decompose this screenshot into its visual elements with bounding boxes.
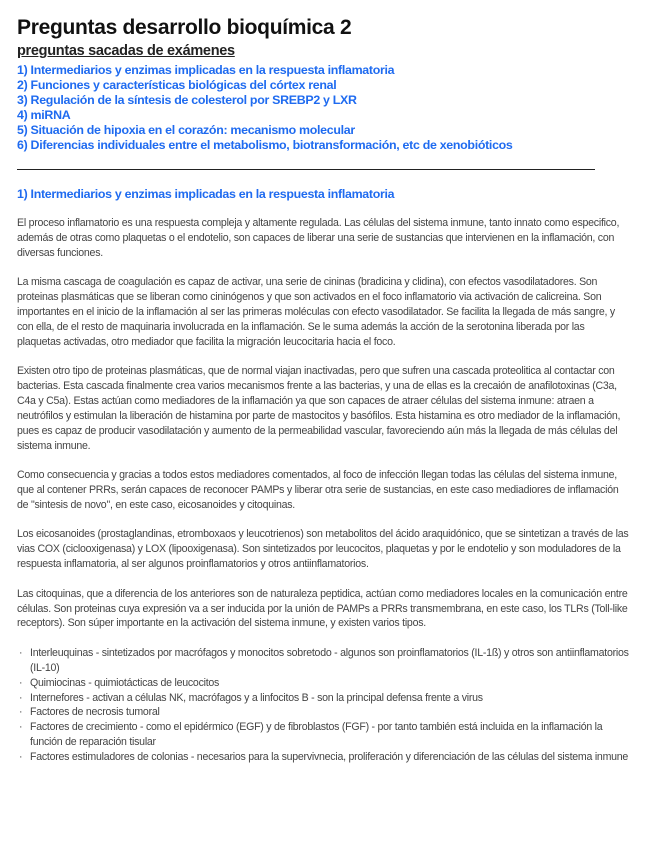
toc-link[interactable]: 3) Regulación de la síntesis de colesterol por SREBP2 y LXR <box>17 93 357 107</box>
bullet-icon: · <box>19 646 23 659</box>
paragraph: Existen otro tipo de proteinas plasmáticas, que de normal viajan inactivadas, pero que sufren una cascada proteolitica al contactar con bacterias. Esta cascada finalmente crea varios mecanismos frente a las bacterias, y una de ellas es la crecaión de anafilotoxinas (C3a, C4a y C5a). Estas actúan como mediadores de la inflamación ya que son capaces de atraer células del sistema inmune: atraen a neutrófilos y estimulan la liberación de histamina por parte de mastocitos y basófilos. Esta histamina es otro mediador de la inflamación, pues es capaz de producir vasodilatación y aumento de la permeabilidad vascular, favoreciendo aún más la llegada de más células del sistema inmune. <box>17 365 621 452</box>
table-of-contents <box>17 63 513 153</box>
list-item-text: Factores estimuladores de colonias - necesarios para la supervivnecia, proliferación y diferenciación de las células del sistema inmune <box>30 751 629 764</box>
list-item <box>17 750 629 765</box>
toc-link[interactable]: 4) miRNA <box>17 108 71 122</box>
section-body <box>17 216 629 765</box>
list-item <box>17 646 629 676</box>
list-item-text: Factores de necrosis tumoral <box>30 706 160 719</box>
paragraph: Los eicosanoides (prostaglandinas, etromboxaos y leucotrienos) son metabolitos del ácido araquidónico, que se sintetizan a través de las vias COX (ciclooxigenasa) y LOX (lipooxigenasa). Son sintetizados por leucocitos, plaquetas y por le endotelio y son moduladores de la respuesta inflamatoria, al ser algunos proinflamatorios y otros antiinflamatorios. <box>17 528 629 571</box>
list-item <box>17 705 629 720</box>
toc-link[interactable]: 2) Funciones y características biológicas del córtex renal <box>17 78 337 92</box>
bullet-icon: · <box>19 706 23 719</box>
list-item-text: Factores de crecimiento - como el epidérmico (EGF) y de fibroblastos (FGF) - por tanto también está incluida en la inflamación la función de reparación tisular <box>30 721 603 749</box>
horizontal-divider <box>17 169 595 170</box>
subtitle: preguntas sacadas de exámenes <box>17 43 235 59</box>
bullet-icon: · <box>19 676 23 689</box>
list-item-text: Internefores - activan a células NK, macrófagos y a linfocitos B - son la principal defensa frente a virus <box>30 691 483 704</box>
list-item-text: Interleuquinas - sintetizados por macrófagos y monocitos sobretodo - algunos son proinflamatorios (IL-1ß) y otros son antiinflamatorios (IL-10) <box>30 646 629 674</box>
page-title: Preguntas desarrollo bioquímica 2 <box>17 16 352 39</box>
bullet-icon: · <box>19 721 23 734</box>
bullet-icon: · <box>19 751 23 764</box>
list-item <box>17 676 629 691</box>
bullet-icon: · <box>19 691 23 704</box>
paragraph: La misma cascaga de coagulación es capaz de activar, una serie de cininas (bradicina y clidina), con efectos vasodilatadores. Son proteinas plasmáticas que se liberan como cininógenos y que son activados en el foco inflamatorio via activación de calicreina. Son importantes en el inicio de la inflamación al ser las primeras moléculas con efecto vasodilatador. Se facilita la llegada de más sangre, y con ella, de el resto de maquinaria involucrada en la inflamación. Se le suma además la acción de la serotonina liberada por las plaquetas activadas, otro mediador que facilita la migración leucocitaria hacia el foco. <box>17 276 615 348</box>
list-item-text: Quimiocinas - quimiotácticas de leucocitos <box>30 676 220 689</box>
list-item <box>17 720 629 750</box>
paragraph: Las citoquinas, que a diferencia de los anteriores son de naturaleza peptidica, actúan como mediadores locales en la comunicación entre células. Son proteinas cuya expresión va a ser inducida por la unión de PAMPs a PRRs transmembrana, en este caso, los TLRs (Toll-like receptors). Son súper importante en la activación del sistema inmune, y existen varios tipos. <box>17 587 628 630</box>
toc-link[interactable]: 5) Situación de hipoxia en el corazón: mecanismo molecular <box>17 123 355 137</box>
cytokine-list <box>17 646 629 765</box>
section-heading: 1) Intermediarios y enzimas implicadas en la respuesta inflamatoria <box>17 187 395 201</box>
toc-link[interactable]: 1) Intermediarios y enzimas implicadas en la respuesta inflamatoria <box>17 63 395 77</box>
paragraph: El proceso inflamatorio es una respuesta compleja y altamente regulada. Las células del sistema inmune, tanto innato como especifico, además de otras como plaquetas o el endotelio, son capaces de liberar una serie de sustancias que intervienen en la inflamación, con diversas funciones. <box>17 217 620 259</box>
paragraph: Como consecuencia y gracias a todos estos mediadores comentados, al foco de infección llegan todas las células del sistema inmune, que al contener PRRs, serán capaces de reconocer PAMPs y liberar otra serie de sustancias, en este caso mediadiores de inflamación de "sintesis de novo", en este caso, eicosanoides y citoquinas. <box>17 469 619 511</box>
toc-link[interactable]: 6) Diferencias individuales entre el metabolismo, biotransformación, etc de xenobióticos <box>17 138 513 152</box>
list-item <box>17 691 629 706</box>
